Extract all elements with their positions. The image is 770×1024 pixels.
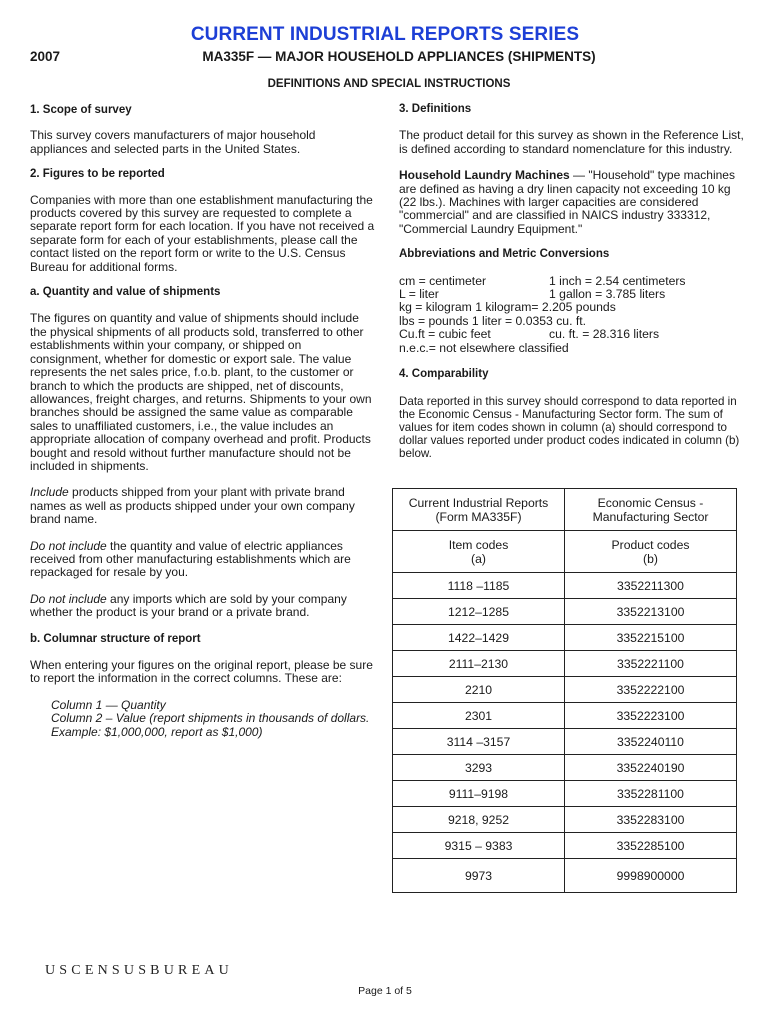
abbreviation-row: n.e.c.= not elsewhere classified	[399, 340, 569, 355]
cir-header: Current Industrial Reports (Form MA335F)	[393, 489, 565, 531]
table-header-row	[393, 489, 737, 531]
report-subtitle: MA335F — MAJOR HOUSEHOLD APPLIANCES (SHIPMENTS)	[202, 49, 596, 64]
table-row: 3293 3352240190	[393, 755, 737, 781]
table-row: 2301 3352223100	[393, 703, 737, 729]
do-not-include-emphasis-2: Do not include	[30, 591, 107, 606]
scope-heading: 1. Scope of survey	[30, 104, 132, 116]
table-row: 1422–1429 3352215100	[393, 625, 737, 651]
table-row: 3114 –3157 3352240110	[393, 729, 737, 755]
right-column	[399, 103, 744, 461]
scope-text: This survey covers manufacturers of major household appliances and selected parts in the United States.	[30, 128, 316, 156]
census-bureau-logo: USCENSUSBUREAU	[45, 963, 233, 978]
comparability-text: Data reported in this survey should correspond to data reported in the Economic Census - Manufacturing Sector form. The sum of values for item codes shown in column (a) should correspond to dollar values reported under product codes indicated in column (b) below.	[399, 394, 740, 461]
table-row: 9315 – 9383 3352285100	[393, 833, 737, 859]
include-emphasis: Include	[30, 485, 69, 500]
laundry-machines-paragraph	[399, 169, 744, 236]
table-row: 1118 –1185 3352211300	[393, 573, 737, 599]
columnar-text: When entering your figures on the original report, please be sure to report the information in the correct columns. These are:	[30, 658, 373, 686]
do-not-include-paragraph-2	[30, 593, 375, 620]
do-not-include-text-1: the quantity and value of electric appliances received from other manufacturing establishments which are repackaged for resale by you.	[30, 538, 351, 580]
do-not-include-emphasis-1: Do not include	[30, 538, 107, 553]
abbreviation-row: lbs = pounds 1 liter = 0.0353 cu. ft.	[399, 313, 586, 328]
code-correspondence-table	[392, 488, 737, 893]
section-title: DEFINITIONS AND SPECIAL INSTRUCTIONS	[267, 78, 511, 90]
table-row: 2210 3352222100	[393, 677, 737, 703]
abbreviation-row: cm = centimeter 1 inch = 2.54 centimeters	[399, 273, 686, 288]
columnar-heading: b. Columnar structure of report	[30, 632, 201, 645]
do-not-include-text-2: any imports which are sold by your company whether the product is your brand or a private brand.	[30, 591, 347, 620]
figures-heading: 2. Figures to be reported	[30, 168, 165, 181]
table-subheader-row	[393, 531, 737, 573]
census-header: Economic Census - Manufacturing Sector	[565, 489, 737, 531]
abbreviation-row: L = liter 1 gallon = 3.785 liters	[399, 287, 666, 302]
quantity-value-heading: a. Quantity and value of shipments	[30, 286, 221, 299]
table-row: 9973 9998900000	[393, 859, 737, 893]
abbreviation-row: Cu.ft = cubic feet cu. ft. = 28.316 liters	[399, 327, 660, 342]
figures-text: Companies with more than one establishment manufacturing the products covered by this survey are requested to complete a separate report form for each location. If you have not received a separate form for each of your establishments, please call the contact listed on the report form or write to the U.S. Census Bureau for additional forms.	[30, 192, 375, 274]
item-codes-header: Item codes (a)	[393, 531, 565, 573]
quantity-value-text: The figures on quantity and value of shipments should include the physical shipments of all products sold, transferred to other establishments within your company, or shipped on consignment, whether for domestic or export sale. The value represents the net sales price, f.o.b. plant, to the customer or branch to which the products are shipped, net of discounts, allowances, freight charges, and returns. Shipments to your own branches should be assigned the same value as comparable sales to unaffiliated customers, i.e., the value includes an appropriate allocation of company overhead and profit. Products bought and resold without further manufacture should not be included in shipments.	[30, 311, 372, 473]
left-column	[30, 104, 375, 739]
report-series-title: CURRENT INDUSTRIAL REPORTS SERIES	[190, 24, 580, 45]
do-not-include-paragraph-1	[30, 540, 375, 580]
comparability-heading: 4. Comparability	[399, 368, 489, 381]
abbreviations-heading: Abbreviations and Metric Conversions	[399, 248, 610, 261]
laundry-machines-text: — "Household" type machines are defined as having a dry linen capacity not exceeding 10 kg (22 lbs.). Machines with larger capacities are considered "commercial" and are classified in NAICS industry 333312, "Commercial Laundry Equipment."	[399, 168, 735, 236]
table-row: 2111–2130 3352221100	[393, 651, 737, 677]
abbreviation-row: kg = kilogram 1 kilogram= 2.205 pounds	[399, 300, 616, 315]
table-row: 9218, 9252 3352283100	[393, 807, 737, 833]
page-number: Page 1 of 5	[358, 985, 412, 997]
laundry-machines-term: Household Laundry Machines	[399, 168, 570, 183]
include-paragraph	[30, 486, 375, 526]
table-row: 9111–9198 3352281100	[393, 781, 737, 807]
column-2-item: Column 2 – Value (report shipments in thousands of dollars. Example: $1,000,000, report as $1,000)	[51, 711, 370, 739]
column-1-item: Column 1 — Quantity	[51, 697, 166, 712]
abbreviations-list	[399, 275, 744, 355]
definitions-text: The product detail for this survey as shown in the Reference List, is defined according to standard nomenclature for this industry.	[399, 128, 744, 156]
column-list	[30, 699, 375, 739]
product-codes-header: Product codes (b)	[565, 531, 737, 573]
include-text: products shipped from your plant with private brand names as well as products shipped under your own company brand name.	[30, 485, 355, 527]
table-row: 1212–1285 3352213100	[393, 599, 737, 625]
definitions-heading: 3. Definitions	[399, 103, 472, 115]
report-year: 2007	[30, 49, 61, 64]
